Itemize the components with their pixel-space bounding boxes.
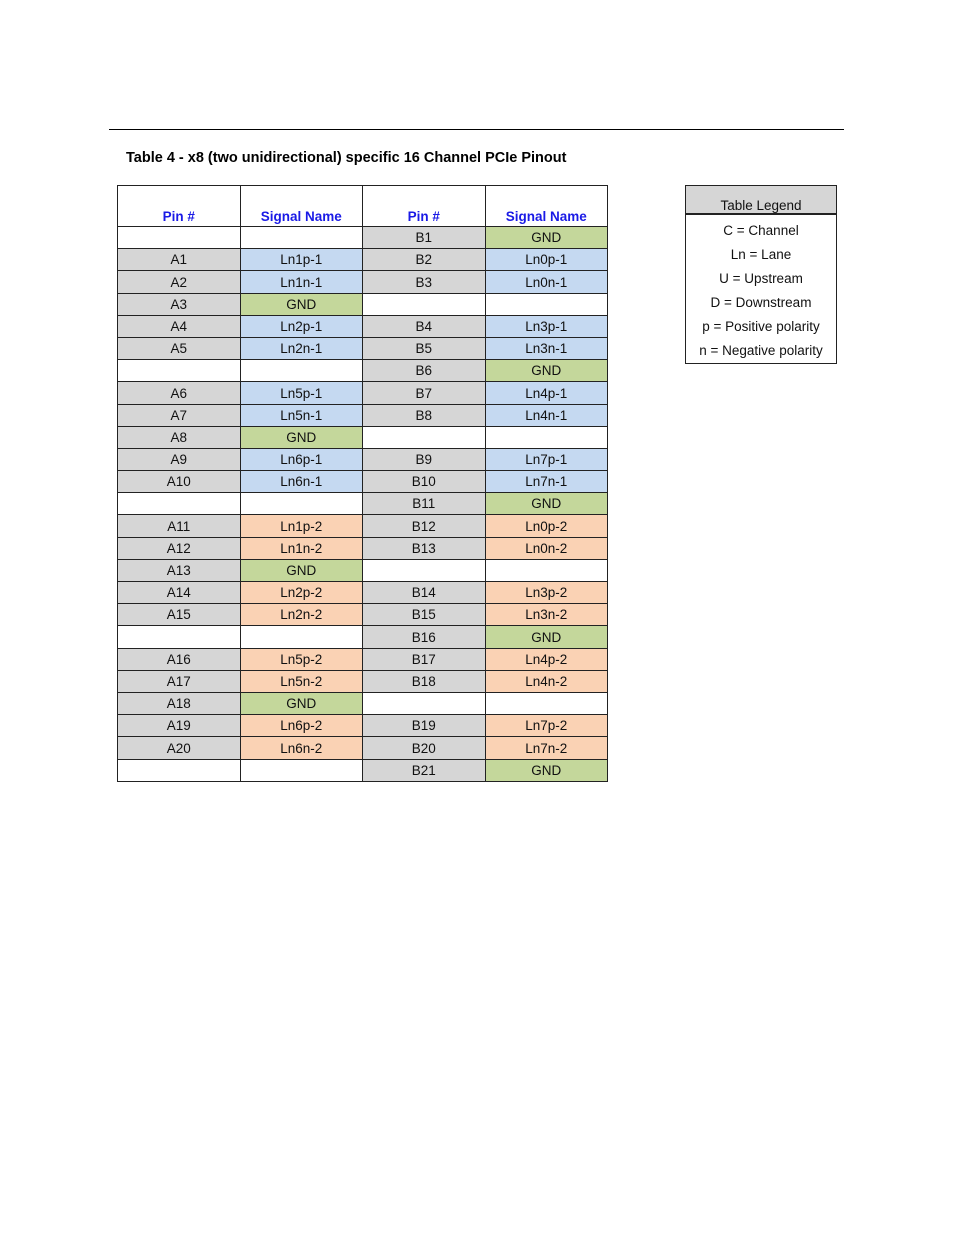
b-pin-cell: B6 (363, 360, 486, 382)
a-pin-cell: A11 (118, 515, 241, 537)
b-signal-cell (485, 426, 608, 448)
a-pin-cell (118, 493, 241, 515)
table-row (118, 471, 608, 493)
a-pin-cell (118, 360, 241, 382)
a-pin-cell (118, 626, 241, 648)
a-signal-cell: Ln1p-1 (240, 249, 363, 271)
b-pin-cell: B3 (363, 271, 486, 293)
b-signal-cell: Ln3p-1 (485, 315, 608, 337)
b-signal-cell: Ln7p-2 (485, 715, 608, 737)
b-signal-cell: GND (485, 493, 608, 515)
a-pin-cell: A10 (118, 471, 241, 493)
b-pin-cell: B15 (363, 604, 486, 626)
b-signal-cell: GND (485, 759, 608, 781)
table-row (118, 448, 608, 470)
b-signal-cell: Ln0n-1 (485, 271, 608, 293)
a-pin-cell: A14 (118, 582, 241, 604)
table-row (118, 692, 608, 714)
a-signal-cell: GND (240, 426, 363, 448)
b-signal-cell: GND (485, 227, 608, 249)
table-legend (685, 185, 837, 364)
a-pin-cell: A7 (118, 404, 241, 426)
a-signal-cell: Ln6p-2 (240, 715, 363, 737)
b-signal-cell: Ln3n-2 (485, 604, 608, 626)
a-signal-cell (240, 626, 363, 648)
b-pin-cell: B5 (363, 337, 486, 359)
a-signal-cell (240, 759, 363, 781)
b-pin-cell: B20 (363, 737, 486, 759)
a-signal-cell: GND (240, 692, 363, 714)
b-signal-cell: Ln7p-1 (485, 448, 608, 470)
table-row (118, 626, 608, 648)
b-pin-cell: B16 (363, 626, 486, 648)
a-pin-cell: A9 (118, 448, 241, 470)
table-row (118, 715, 608, 737)
b-signal-cell: Ln4p-2 (485, 648, 608, 670)
a-pin-cell: A19 (118, 715, 241, 737)
a-pin-cell: A15 (118, 604, 241, 626)
b-pin-cell: B17 (363, 648, 486, 670)
table-row (118, 582, 608, 604)
b-pin-cell: B2 (363, 249, 486, 271)
a-pin-cell: A4 (118, 315, 241, 337)
a-signal-cell: Ln6n-2 (240, 737, 363, 759)
a-signal-cell: Ln5p-1 (240, 382, 363, 404)
table-row (118, 337, 608, 359)
a-pin-cell: A5 (118, 337, 241, 359)
a-signal-cell: Ln2p-1 (240, 315, 363, 337)
b-signal-cell (485, 692, 608, 714)
b-signal-cell: Ln7n-2 (485, 737, 608, 759)
a-signal-cell (240, 360, 363, 382)
b-pin-cell: B13 (363, 537, 486, 559)
header-a-pin: Pin # (118, 186, 241, 227)
b-pin-cell: B12 (363, 515, 486, 537)
a-pin-cell: A18 (118, 692, 241, 714)
a-pin-cell: A3 (118, 293, 241, 315)
table-row (118, 426, 608, 448)
pinout-table-body (118, 227, 608, 782)
b-signal-cell: Ln4n-1 (485, 404, 608, 426)
b-pin-cell (363, 426, 486, 448)
legend-item-upstream: U = Upstream (719, 271, 803, 286)
table-row (118, 537, 608, 559)
a-signal-cell: Ln5p-2 (240, 648, 363, 670)
a-pin-cell: A20 (118, 737, 241, 759)
header-b-pin: Pin # (363, 186, 486, 227)
b-signal-cell (485, 559, 608, 581)
b-pin-cell: B4 (363, 315, 486, 337)
b-signal-cell: Ln3n-1 (485, 337, 608, 359)
a-signal-cell: Ln1p-2 (240, 515, 363, 537)
b-pin-cell: B1 (363, 227, 486, 249)
b-pin-cell: B18 (363, 670, 486, 692)
b-pin-cell: B8 (363, 404, 486, 426)
a-signal-cell: Ln5n-2 (240, 670, 363, 692)
table-row (118, 249, 608, 271)
a-pin-cell: A8 (118, 426, 241, 448)
a-pin-cell: A13 (118, 559, 241, 581)
table-header-row (118, 186, 608, 227)
legend-item-downstream: D = Downstream (710, 295, 812, 310)
a-pin-cell: A16 (118, 648, 241, 670)
table-row (118, 737, 608, 759)
table-row (118, 360, 608, 382)
a-signal-cell: Ln2p-2 (240, 582, 363, 604)
table-row (118, 515, 608, 537)
legend-item-negative: n = Negative polarity (699, 343, 823, 358)
page-top-rule (109, 129, 844, 130)
table-row (118, 404, 608, 426)
table-caption: Table 4 - x8 (two unidirectional) specific 16 Channel PCIe Pinout (126, 150, 567, 166)
table-row (118, 493, 608, 515)
legend-title: Table Legend (686, 186, 836, 215)
b-signal-cell: GND (485, 626, 608, 648)
header-a-signal: Signal Name (240, 186, 363, 227)
a-signal-cell: Ln1n-2 (240, 537, 363, 559)
legend-item-lane: Ln = Lane (730, 247, 792, 262)
b-signal-cell: Ln0p-2 (485, 515, 608, 537)
a-pin-cell: A2 (118, 271, 241, 293)
table-row (118, 382, 608, 404)
a-signal-cell (240, 493, 363, 515)
a-signal-cell: Ln1n-1 (240, 271, 363, 293)
table-row (118, 227, 608, 249)
b-pin-cell (363, 692, 486, 714)
a-pin-cell: A1 (118, 249, 241, 271)
a-pin-cell: A17 (118, 670, 241, 692)
table-row (118, 271, 608, 293)
header-b-signal: Signal Name (485, 186, 608, 227)
b-signal-cell: GND (485, 360, 608, 382)
a-pin-cell: A12 (118, 537, 241, 559)
legend-body (686, 215, 836, 363)
b-pin-cell: B7 (363, 382, 486, 404)
b-signal-cell: Ln0n-2 (485, 537, 608, 559)
b-signal-cell (485, 293, 608, 315)
b-pin-cell: B9 (363, 448, 486, 470)
b-signal-cell: Ln0p-1 (485, 249, 608, 271)
table-row (118, 759, 608, 781)
a-signal-cell: Ln6p-1 (240, 448, 363, 470)
a-pin-cell: A6 (118, 382, 241, 404)
b-pin-cell: B14 (363, 582, 486, 604)
a-signal-cell: Ln6n-1 (240, 471, 363, 493)
b-pin-cell (363, 293, 486, 315)
b-pin-cell: B21 (363, 759, 486, 781)
a-signal-cell: GND (240, 293, 363, 315)
table-row (118, 604, 608, 626)
a-signal-cell: GND (240, 559, 363, 581)
legend-item-channel: C = Channel (723, 223, 799, 238)
legend-item-positive: p = Positive polarity (702, 319, 820, 334)
b-signal-cell: Ln7n-1 (485, 471, 608, 493)
pinout-table (117, 185, 608, 782)
table-row (118, 315, 608, 337)
table-row (118, 293, 608, 315)
a-signal-cell (240, 227, 363, 249)
a-pin-cell (118, 227, 241, 249)
b-pin-cell: B11 (363, 493, 486, 515)
table-row (118, 648, 608, 670)
a-signal-cell: Ln5n-1 (240, 404, 363, 426)
b-signal-cell: Ln4p-1 (485, 382, 608, 404)
a-pin-cell (118, 759, 241, 781)
table-row (118, 559, 608, 581)
b-pin-cell (363, 559, 486, 581)
b-signal-cell: Ln3p-2 (485, 582, 608, 604)
a-signal-cell: Ln2n-2 (240, 604, 363, 626)
b-pin-cell: B10 (363, 471, 486, 493)
b-pin-cell: B19 (363, 715, 486, 737)
b-signal-cell: Ln4n-2 (485, 670, 608, 692)
table-row (118, 670, 608, 692)
a-signal-cell: Ln2n-1 (240, 337, 363, 359)
